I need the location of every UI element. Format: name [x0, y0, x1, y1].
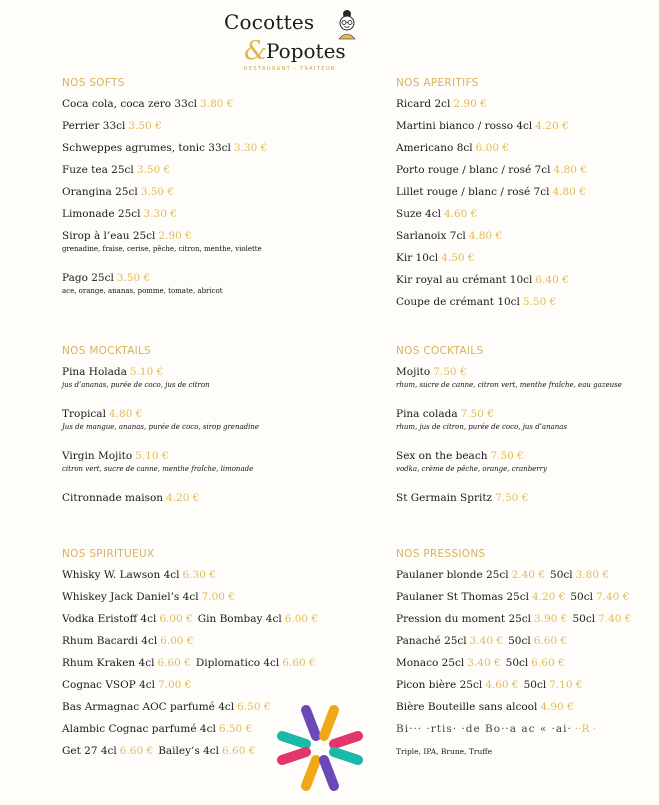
item-name: Sex on the beach	[396, 450, 488, 462]
item-name: Paulaner blonde 25cl	[396, 569, 509, 581]
menu-item	[396, 491, 659, 513]
menu-item-line	[396, 700, 659, 714]
item-price-2: 6.60 €	[282, 657, 316, 669]
menu-item-line	[396, 163, 659, 177]
item-name: Ricard 2cl	[396, 98, 451, 110]
menu-item-line	[62, 271, 332, 285]
menu-item	[62, 229, 332, 271]
item-name-2: 50cl	[523, 679, 547, 691]
item-name: Panaché 25cl	[396, 635, 467, 647]
item-name: Martini bianco / rosso 4cl	[396, 120, 533, 132]
item-price: 7.50 €	[495, 492, 529, 504]
menu-section	[62, 75, 332, 313]
item-description: citron vert, sucre de canne, menthe fraîche, limonade	[62, 465, 254, 473]
item-price: 6.00 €	[160, 635, 194, 647]
menu-item	[62, 185, 332, 207]
item-price: 3.90 €	[534, 613, 568, 625]
brand-name-line1: Cocottes	[224, 10, 315, 34]
item-name-2: Gin Bombay 4cl	[197, 613, 282, 625]
item-description: rhum, sucre de canne, citron vert, menthe fraîche, eau gazeuse	[396, 381, 622, 389]
menu-item-line	[396, 251, 659, 265]
item-name-2: 50cl	[570, 591, 593, 603]
item-price: 6.00 €	[159, 613, 193, 625]
item-name: Tropical	[62, 408, 106, 420]
item-price: 3.80 €	[200, 98, 234, 110]
menu-item-line	[396, 407, 659, 421]
menu-item-line	[396, 449, 659, 463]
menu-section	[62, 343, 332, 513]
item-price-2: 6.00 €	[284, 613, 319, 625]
menu-item-line	[62, 229, 332, 243]
item-price: 6.60 €	[119, 745, 154, 757]
menu-item	[396, 229, 659, 251]
menu-item-line	[62, 163, 332, 177]
menu-item-line	[62, 365, 332, 379]
menu-item	[62, 407, 332, 449]
item-price: 7.50 €	[490, 450, 524, 462]
menu-item-line	[396, 744, 659, 759]
menu-item	[396, 185, 659, 207]
item-name: Rhum Kraken 4cl	[62, 657, 155, 669]
section-title: NOS MOCKTAILS	[62, 345, 152, 357]
menu-item	[396, 251, 659, 273]
menu-item	[62, 163, 332, 185]
item-price: 4.80 €	[108, 408, 143, 420]
item-price: 7.50 €	[460, 408, 494, 420]
menu-item-line	[62, 612, 332, 626]
menu-item	[396, 449, 659, 491]
menu-item	[396, 119, 659, 141]
menu-item	[62, 271, 332, 313]
menu-item-line	[396, 185, 659, 199]
item-name: Get 27 4cl	[62, 745, 117, 757]
menu-item	[396, 163, 659, 185]
menu-item-line	[62, 185, 332, 199]
item-name-2: Bailey’s 4cl	[158, 745, 220, 757]
menu-item	[62, 656, 332, 678]
menu-item	[396, 700, 659, 722]
item-price: 3.40 €	[467, 657, 501, 669]
menu-item-line	[62, 97, 332, 111]
item-name: Pina Holada	[62, 366, 127, 378]
item-price: 3.30 €	[143, 208, 177, 220]
menu-item	[396, 678, 659, 700]
item-price: 4.80 €	[553, 164, 587, 176]
item-price: 7.00 €	[201, 591, 235, 603]
item-name: Paulaner St Thomas 25cl	[396, 591, 529, 603]
menu-item-line	[396, 229, 659, 243]
item-name: Whisky W. Lawson 4cl	[62, 569, 180, 581]
section-title: NOS COCKTAILS	[396, 345, 484, 357]
item-price: 4.20 €	[535, 120, 569, 132]
item-name-2: 50cl	[550, 569, 573, 581]
menu-item-line	[62, 119, 332, 133]
item-price-2: 6.60 €	[531, 657, 565, 669]
menu-item-line	[396, 207, 659, 221]
item-price: 4.20 €	[166, 492, 200, 504]
item-price: 5.10 €	[135, 450, 169, 462]
item-price: 4.20 €	[531, 591, 566, 603]
item-description: ace, orange, ananas, pomme, tomate, abricot	[62, 287, 223, 295]
menu-item	[62, 634, 332, 656]
item-name: Orangina 25cl	[62, 186, 138, 198]
item-price: 2.40 €	[511, 569, 546, 581]
item-name: Sirop à l’eau 25cl	[62, 230, 156, 242]
item-price: 3.50 €	[140, 186, 175, 198]
menu-item	[396, 568, 659, 590]
menu-item	[396, 634, 659, 656]
item-price: 6.40 €	[535, 274, 569, 286]
item-name: Lillet rouge / blanc / rosé 7cl	[396, 186, 550, 198]
menu-item-line	[396, 97, 659, 111]
item-name: Pago 25cl	[62, 272, 114, 284]
menu-item	[62, 491, 332, 513]
item-name: Kir 10cl	[396, 252, 439, 264]
menu-item	[396, 407, 659, 449]
item-price: 3.40 €	[469, 635, 504, 647]
section-title: NOS SOFTS	[62, 77, 125, 89]
menu-item-line	[396, 568, 659, 582]
item-name-2: 50cl	[505, 657, 529, 669]
menu-item-line	[62, 141, 332, 155]
menu-item-line	[62, 656, 332, 670]
item-name: Fuze tea 25cl	[62, 164, 134, 176]
item-price-2: 3.80 €	[575, 569, 610, 581]
item-price: 6.00 €	[475, 142, 510, 154]
menu-item-line	[62, 678, 332, 692]
menu-item	[396, 656, 659, 678]
item-price: ··R ·	[574, 723, 597, 735]
menu-item-line	[62, 207, 332, 221]
menu-item	[396, 722, 659, 744]
item-name: Bière Bouteille sans alcool	[396, 701, 538, 713]
item-price: 2.90 €	[158, 230, 192, 242]
item-description: grenadine, fraise, cerise, pêche, citron, menthe, violette	[62, 245, 262, 253]
item-price: 5.10 €	[129, 366, 164, 378]
item-price: 3.50 €	[136, 164, 171, 176]
menu-item-line	[396, 634, 659, 648]
item-name: Mojito	[396, 366, 431, 378]
item-description: rhum, jus de citron, purée de coco, jus d’ananas	[396, 423, 568, 431]
section-title: NOS APERITIFS	[396, 77, 479, 89]
menu-item-line	[396, 590, 659, 604]
menu-item-line	[396, 656, 659, 670]
item-price: 3.30 €	[233, 142, 268, 154]
menu-item-line	[62, 568, 332, 582]
item-name-2: 50cl	[508, 635, 531, 647]
menu-section	[396, 343, 659, 513]
item-price: 5.50 €	[522, 296, 557, 308]
item-price-2: 7.10 €	[549, 679, 583, 691]
item-price: 4.60 €	[485, 679, 519, 691]
item-price: 7.50 €	[433, 366, 467, 378]
item-price: 6.30 €	[182, 569, 216, 581]
menu-section	[396, 546, 659, 766]
item-name-2: Diplomatico 4cl	[195, 657, 280, 669]
menu-item	[62, 119, 332, 141]
menu-item	[396, 295, 659, 317]
section-title: NOS SPIRITUEUX	[62, 548, 155, 560]
menu-item-line	[396, 678, 659, 692]
menu-section	[396, 75, 659, 317]
section-title: NOS PRESSIONS	[396, 548, 486, 560]
item-description: jus d’ananas, purée de coco, jus de citron	[62, 381, 210, 389]
item-name: Alambic Cognac parfumé 4cl	[62, 723, 216, 735]
menu-item-line	[396, 365, 659, 379]
menu-item	[396, 141, 659, 163]
item-name: Perrier 33cl	[62, 120, 126, 132]
menu-item-line	[396, 141, 659, 155]
item-name: Coca cola, coca zero 33cl	[62, 98, 198, 110]
menu-item-line	[396, 722, 659, 736]
item-name: Schweppes agrumes, tonic 33cl	[62, 142, 231, 154]
menu-item-line	[396, 119, 659, 133]
item-name: Limonade 25cl	[62, 208, 141, 220]
item-name: Pina colada	[396, 408, 458, 420]
item-name: Monaco 25cl	[396, 657, 465, 669]
item-price: 7.00 €	[158, 679, 192, 691]
menu-item	[396, 97, 659, 119]
item-name: Vodka Eristoff 4cl	[62, 613, 157, 625]
item-price: 4.80 €	[552, 186, 586, 198]
menu-item-line	[396, 295, 659, 309]
brand-tagline: RESTAURANT · TRAITEUR	[244, 66, 336, 72]
menu-item	[396, 365, 659, 407]
menu-item	[396, 744, 659, 766]
item-price: 4.50 €	[441, 252, 475, 264]
item-name: St Germain Spritz	[396, 492, 493, 504]
item-name: Kir royal au crémant 10cl	[396, 274, 533, 286]
item-name: Triple, IPA, Brune, Truffe	[396, 747, 493, 756]
menu-item-line	[396, 491, 659, 505]
menu-item-line	[62, 407, 332, 421]
item-name: Pression du moment 25cl	[396, 613, 532, 625]
menu-item	[396, 590, 659, 612]
item-description: vodka, crème de pêche, orange, cranberry	[396, 465, 547, 473]
item-name: Virgin Mojito	[62, 450, 133, 462]
item-name: Cognac VSOP 4cl	[62, 679, 156, 691]
item-price: 4.80 €	[468, 230, 503, 242]
item-price: 3.50 €	[116, 272, 151, 284]
chef-face-icon	[334, 8, 360, 40]
brand-ampersand: &	[244, 36, 268, 66]
brand-name-line2: Popotes	[266, 39, 346, 63]
menu-item	[62, 141, 332, 163]
item-price-2: 6.60 €	[533, 635, 568, 647]
menu-item-line	[62, 634, 332, 648]
item-price: 2.90 €	[453, 98, 487, 110]
item-price-2: 6.60 €	[222, 745, 256, 757]
menu-item	[62, 590, 332, 612]
item-name: Bas Armagnac AOC parfumé 4cl	[62, 701, 235, 713]
menu-item-line	[396, 273, 659, 287]
menu-item	[62, 97, 332, 119]
item-price: 6.50 €	[237, 701, 271, 713]
menu-item-line	[62, 449, 332, 463]
item-price-2: 7.40 €	[595, 591, 630, 603]
menu-item	[62, 365, 332, 407]
brand-logo	[220, 6, 370, 72]
menu-item-line	[396, 612, 659, 626]
menu-item	[396, 207, 659, 229]
item-description: Jus de mangue, ananas, purée de coco, sirop grenadine	[62, 423, 259, 431]
item-name: Sarlanoix 7cl	[396, 230, 466, 242]
item-name-2: 50cl	[572, 613, 596, 625]
item-name: Rhum Bacardi 4cl	[62, 635, 158, 647]
item-name: Whiskey Jack Daniel’s 4cl	[62, 591, 199, 603]
item-name: Citronnade maison	[62, 492, 164, 504]
item-price: 4.60 €	[443, 208, 478, 220]
menu-item	[62, 207, 332, 229]
menu-item	[62, 568, 332, 590]
item-price: 3.50 €	[128, 120, 162, 132]
menu-item-line	[62, 491, 332, 505]
menu-item-line	[62, 590, 332, 604]
item-name: Coupe de crémant 10cl	[396, 296, 520, 308]
item-name: Picon bière 25cl	[396, 679, 483, 691]
star-burst-logo-icon	[272, 700, 368, 796]
item-name: Suze 4cl	[396, 208, 441, 220]
menu-item	[62, 678, 332, 700]
item-price-2: 7.40 €	[598, 613, 632, 625]
item-name: Porto rouge / blanc / rosé 7cl	[396, 164, 551, 176]
item-price: 6.60 €	[157, 657, 191, 669]
menu-item	[62, 612, 332, 634]
menu-item	[396, 273, 659, 295]
item-price: 6.50 €	[218, 723, 253, 735]
menu-item	[396, 612, 659, 634]
item-price: 4.90 €	[540, 701, 574, 713]
item-name: Bi··· ·rtis· ·de Bo··a ac « ·ai·	[396, 723, 572, 735]
item-name: Americano 8cl	[396, 142, 473, 154]
menu-item	[62, 449, 332, 491]
